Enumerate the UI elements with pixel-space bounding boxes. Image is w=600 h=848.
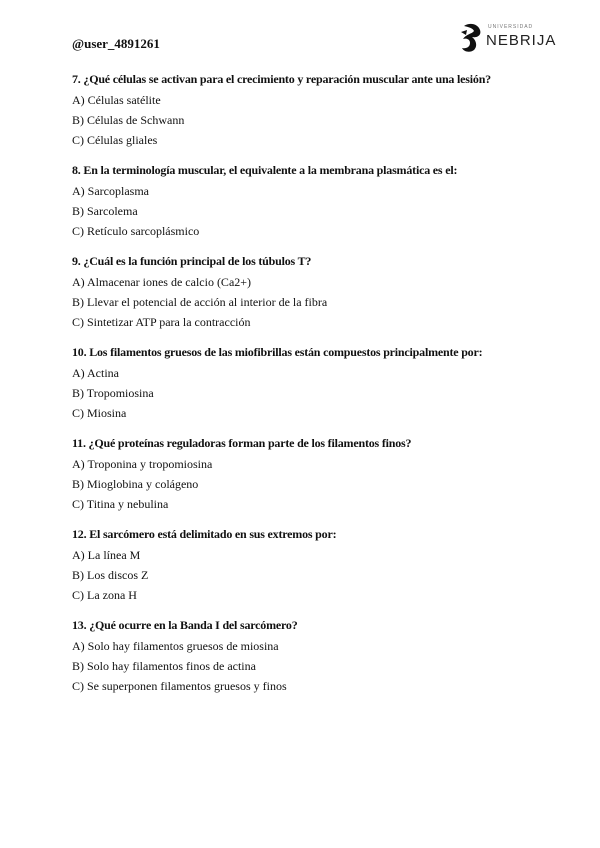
answer-option: A) La línea M — [72, 548, 141, 562]
question-block — [72, 70, 542, 149]
answer-option: B) Sarcolema — [72, 204, 138, 218]
question-block — [72, 525, 542, 604]
answer-option: C) Retículo sarcoplásmico — [72, 224, 200, 238]
answer-option: A) Células satélite — [72, 93, 161, 107]
question-text: 8. En la terminología muscular, el equivalente a la membrana plasmática es el: — [72, 163, 458, 177]
answer-option: B) Llevar el potencial de acción al interior de la fibra — [72, 295, 328, 309]
answer-option: A) Sarcoplasma — [72, 184, 149, 198]
answer-option: B) Los discos Z — [72, 568, 149, 582]
answer-option: B) Solo hay filamentos finos de actina — [72, 659, 256, 673]
nebrija-logo — [458, 18, 557, 54]
logo-wordmark: NEBRIJA — [486, 32, 557, 49]
answer-option: A) Solo hay filamentos gruesos de miosina — [72, 639, 279, 653]
logo-subtext: UNIVERSIDAD — [488, 24, 534, 30]
answer-option: B) Mioglobina y colágeno — [72, 477, 199, 491]
username-label: @user_4891261 — [72, 36, 160, 51]
question-text: 11. ¿Qué proteínas reguladoras forman parte de los filamentos finos? — [72, 436, 412, 450]
question-block — [72, 434, 542, 513]
answer-option: A) Actina — [72, 366, 119, 380]
answer-option: B) Tropomiosina — [72, 386, 154, 400]
answer-option: C) Sintetizar ATP para la contracción — [72, 315, 251, 329]
question-block — [72, 343, 542, 422]
question-block — [72, 252, 542, 331]
question-block — [72, 616, 542, 695]
answer-option: C) Titina y nebulina — [72, 497, 169, 511]
answer-option: C) Miosina — [72, 406, 127, 420]
answer-option: B) Células de Schwann — [72, 113, 185, 127]
question-list — [72, 70, 542, 707]
question-block — [72, 161, 542, 240]
question-text: 13. ¿Qué ocurre en la Banda I del sarcómero? — [72, 618, 298, 632]
page-header — [72, 24, 557, 58]
question-text: 9. ¿Cuál es la función principal de los túbulos T? — [72, 254, 312, 268]
logo-emblem-icon — [458, 22, 484, 54]
answer-option: A) Troponina y tropomiosina — [72, 457, 213, 471]
answer-option: C) Células gliales — [72, 133, 158, 147]
answer-option: A) Almacenar iones de calcio (Ca2+) — [72, 275, 252, 289]
answer-option: C) La zona H — [72, 588, 137, 602]
answer-option: C) Se superponen filamentos gruesos y finos — [72, 679, 287, 693]
question-text: 7. ¿Qué células se activan para el crecimiento y reparación muscular ante una lesión? — [72, 72, 491, 86]
question-text: 10. Los filamentos gruesos de las miofibrillas están compuestos principalmente por: — [72, 345, 483, 359]
question-text: 12. El sarcómero está delimitado en sus extremos por: — [72, 527, 337, 541]
